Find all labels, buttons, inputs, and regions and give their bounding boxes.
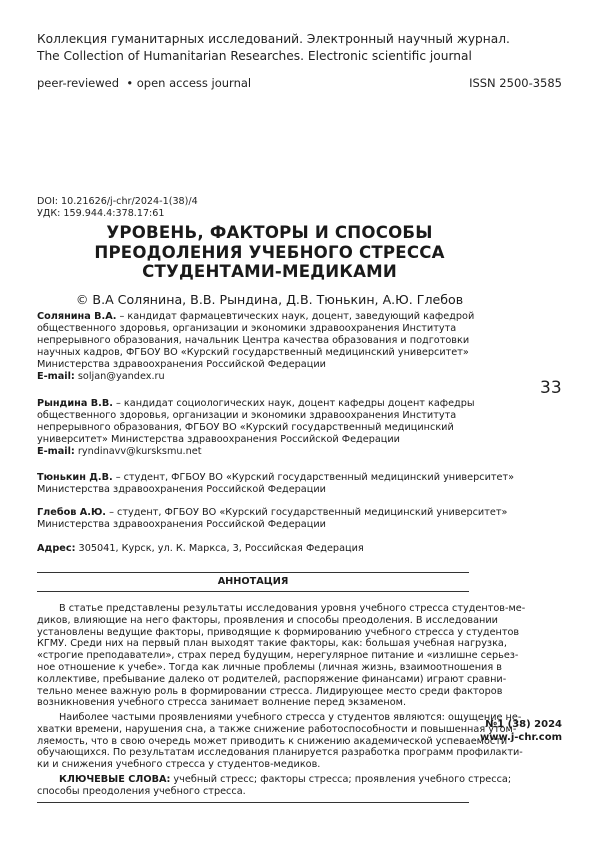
abstract-line: диков, влияющие на него факторы, проявления и способы преодоления. В исследовании: [37, 615, 469, 627]
journal-website: www.j-chr.com: [480, 731, 562, 744]
abstract-line: ное отношение к учебе». Тогда как личные проблемы (личная жизнь, взаимоотношения в: [37, 662, 469, 674]
bullet-icon: •: [126, 76, 133, 90]
author-desc-line: непрерывного образования, начальник Центра качества образования и подготовки: [37, 335, 469, 347]
abstract-paragraph-1: [37, 603, 469, 709]
author-desc-line: научных кадров, ФГБОУ ВО «Курский государственный медицинский университет»: [37, 347, 469, 359]
peer-reviewed-label: peer-reviewed: [37, 76, 119, 90]
author-name: Тюнькин Д.В.: [37, 472, 113, 483]
address-block: [37, 543, 469, 555]
author-desc-line: Министерства здравоохранения Российской Федерации: [37, 484, 469, 496]
abstract-line: коллективе, пребывание далеко от родителей, распоряжение финансами) играют сравни-: [37, 674, 469, 686]
author-desc-line: – студент, ФГБОУ ВО «Курский государственный медицинский университет»: [113, 472, 514, 483]
keywords-label: КЛЮЧЕВЫЕ СЛОВА:: [59, 774, 170, 785]
author-desc-line: общественного здоровья, организации и экономики здравоохранения Института: [37, 410, 469, 422]
author-info-tyunkin: [37, 472, 469, 496]
author-desc-line: – кандидат социологических наук, доцент кафедры доцент кафедры: [113, 398, 475, 409]
abstract-line: обучающихся. По результатам исследования планируется разработка программ профилакти-: [37, 747, 469, 759]
journal-access-line: [37, 76, 251, 90]
issn-label: ISSN 2500-3585: [469, 76, 562, 90]
doi-block: [37, 196, 198, 220]
abstract-line: ляемость, что в свою очередь может приводить к снижению академической успеваемости: [37, 736, 469, 748]
author-email: soljan@yandex.ru: [75, 371, 165, 382]
abstract-line: установлены ведущие факторы, приводящие к формированию учебного стресса у студентов: [37, 627, 469, 639]
abstract-line: тельно менее важную роль в формировании стресса. Лидирующее место среди факторов: [37, 686, 469, 698]
author-email: ryndinavv@kursksmu.net: [75, 446, 202, 457]
email-label: E-mail:: [37, 446, 75, 457]
open-access-label: open access journal: [137, 76, 251, 90]
page-number: 33: [540, 378, 562, 398]
abstract-line: КГМУ. Среди них на первый план выходят такие факторы, как: большая учебная нагрузка,: [37, 638, 469, 650]
author-info-soljanina: [37, 311, 469, 384]
keywords-line: способы преодоления учебного стресса.: [37, 786, 469, 798]
issue-info: [480, 718, 562, 744]
keywords-line: учебный стресс; факторы стресса; проявления учебного стресса;: [170, 774, 511, 785]
abstract-line: «строгие преподаватели», страх перед будущим, нерегулярное питание и «излишне серьез-: [37, 650, 469, 662]
author-desc-line: общественного здоровья, организации и экономики здравоохранения Института: [37, 323, 469, 335]
journal-title-ru: Коллекция гуманитарных исследований. Электронный научный журнал.: [37, 31, 510, 48]
issue-number: №1 (38) 2024: [480, 718, 562, 731]
journal-header: [37, 31, 510, 65]
abstract-line: ки и снижения учебного стресса у студентов-медиков.: [37, 759, 469, 771]
title-line-3: СТУДЕНТАМИ-МЕДИКАМИ: [37, 262, 502, 282]
author-desc-line: Министерства здравоохранения Российской Федерации: [37, 359, 469, 371]
author-name: Глебов А.Ю.: [37, 507, 106, 518]
author-name: Солянина В.А.: [37, 311, 116, 322]
udk-line: УДК: 159.944.4:378.17:61: [37, 208, 198, 220]
title-line-2: ПРЕОДОЛЕНИЯ УЧЕБНОГО СТРЕССА: [37, 243, 502, 263]
authors-line: © В.А Солянина, В.В. Рындина, Д.В. Тюнькин, А.Ю. Глебов: [37, 292, 502, 307]
abstract-heading: АННОТАЦИЯ: [37, 572, 469, 592]
address-label: Адрес:: [37, 543, 75, 554]
abstract-line: Наиболее частыми проявлениями учебного стресса у студентов являются: ощущение не-: [37, 712, 469, 724]
article-title: [37, 223, 502, 282]
abstract-line: В статье представлены результаты исследования уровня учебного стресса студентов-ме-: [37, 603, 469, 615]
abstract-line: хватки времени, нарушения сна, а также снижение работоспособности и повышенная утом-: [37, 724, 469, 736]
author-info-glebov: [37, 507, 469, 531]
abstract-paragraph-2: [37, 712, 469, 771]
journal-title-en: The Collection of Humanitarian Researches. Electronic scientific journal: [37, 48, 510, 65]
address-value: 305041, Курск, ул. К. Маркса, 3, Российская Федерация: [75, 543, 363, 554]
author-desc-line: Министерства здравоохранения Российской Федерации: [37, 519, 469, 531]
keywords-block: [37, 774, 469, 803]
doi-line: DOI: 10.21626/j-chr/2024-1(38)/4: [37, 196, 198, 208]
title-line-1: УРОВЕНЬ, ФАКТОРЫ И СПОСОБЫ: [37, 223, 502, 243]
author-desc-line: – кандидат фармацевтических наук, доцент, заведующий кафедрой: [116, 311, 474, 322]
abstract-line: возникновения учебного стресса занимает волнение перед экзаменом.: [37, 697, 469, 709]
author-name: Рындина В.В.: [37, 398, 113, 409]
author-desc-line: – студент, ФГБОУ ВО «Курский государственный медицинский университет»: [106, 507, 507, 518]
author-desc-line: непрерывного образования, ФГБОУ ВО «Курский государственный медицинский: [37, 422, 469, 434]
email-label: E-mail:: [37, 371, 75, 382]
author-desc-line: университет» Министерства здравоохранения Российской Федерации: [37, 434, 469, 446]
author-info-ryndina: [37, 398, 469, 458]
